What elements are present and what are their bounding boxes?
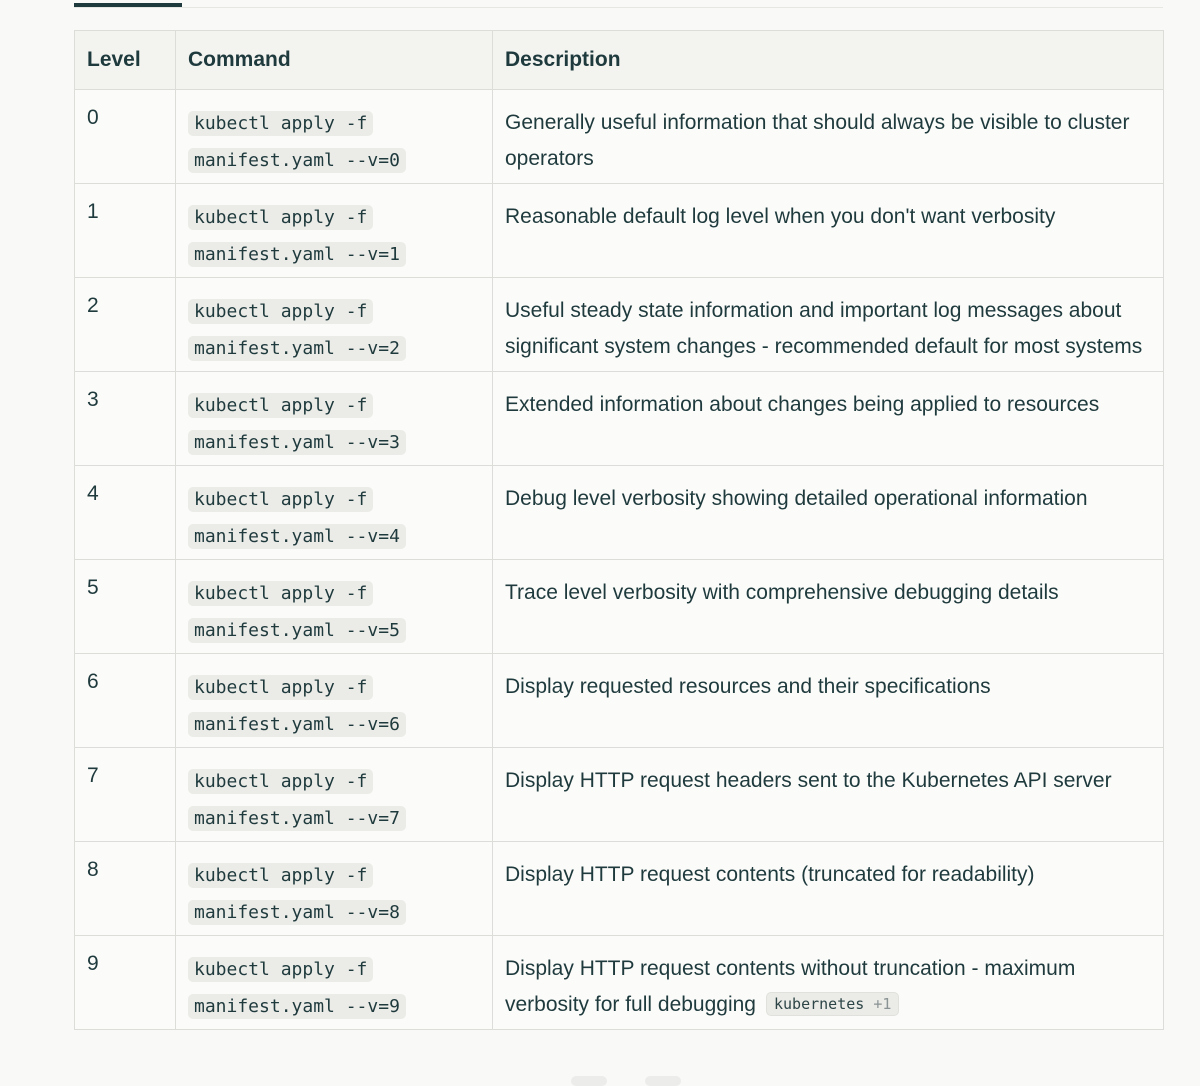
table-row [75, 466, 1164, 560]
table-row [75, 936, 1164, 1030]
verbosity-levels-table [74, 30, 1164, 1030]
command-line-1: kubectl apply -f [194, 583, 368, 604]
level-cell: 9 [75, 936, 176, 1030]
command-cell [176, 654, 493, 748]
level-cell: 7 [75, 748, 176, 842]
command-line-2: manifest.yaml --v=1 [194, 244, 400, 265]
command-code [188, 675, 406, 737]
command-code [188, 863, 406, 925]
description-cell: Trace level verbosity with comprehensive debugging details [493, 560, 1164, 654]
description-cell: Debug level verbosity showing detailed operational information [493, 466, 1164, 560]
command-line-1: kubectl apply -f [194, 113, 368, 134]
command-line-1: kubectl apply -f [194, 395, 368, 416]
table-row [75, 90, 1164, 184]
command-line-1: kubectl apply -f [194, 489, 368, 510]
command-line-2: manifest.yaml --v=7 [194, 808, 400, 829]
level-cell: 0 [75, 90, 176, 184]
description-cell: Extended information about changes being applied to resources [493, 372, 1164, 466]
command-line-1: kubectl apply -f [194, 771, 368, 792]
command-line-2: manifest.yaml --v=5 [194, 620, 400, 641]
command-line-2: manifest.yaml --v=3 [194, 432, 400, 453]
description-cell: Useful steady state information and important log messages about significant system changes - recommended default for most systems [493, 278, 1164, 372]
command-cell [176, 278, 493, 372]
command-code [188, 111, 406, 173]
command-cell [176, 90, 493, 184]
level-cell: 6 [75, 654, 176, 748]
table-row [75, 184, 1164, 278]
command-code [188, 487, 406, 549]
description-cell [493, 936, 1164, 1030]
command-cell [176, 842, 493, 936]
command-cell [176, 184, 493, 278]
level-cell: 5 [75, 560, 176, 654]
column-header-description: Description [493, 31, 1164, 90]
command-code [188, 957, 406, 1019]
command-line-1: kubectl apply -f [194, 959, 368, 980]
command-code [188, 205, 406, 267]
command-line-2: manifest.yaml --v=0 [194, 150, 400, 171]
command-line-2: manifest.yaml --v=9 [194, 996, 400, 1017]
command-cell [176, 748, 493, 842]
level-cell: 1 [75, 184, 176, 278]
description-cell: Display HTTP request headers sent to the Kubernetes API server [493, 748, 1164, 842]
table-row [75, 654, 1164, 748]
command-line-1: kubectl apply -f [194, 207, 368, 228]
command-cell [176, 372, 493, 466]
source-tag-button[interactable] [766, 992, 899, 1016]
level-cell: 8 [75, 842, 176, 936]
table-row [75, 372, 1164, 466]
source-tag-extra-count: +1 [873, 995, 892, 1013]
table-row [75, 278, 1164, 372]
command-cell [176, 466, 493, 560]
pagination-control-right[interactable] [645, 1076, 681, 1086]
command-line-2: manifest.yaml --v=6 [194, 714, 400, 735]
description-cell: Reasonable default log level when you don't want verbosity [493, 184, 1164, 278]
description-cell: Generally useful information that should always be visible to cluster operators [493, 90, 1164, 184]
command-line-2: manifest.yaml --v=8 [194, 902, 400, 923]
level-cell: 4 [75, 466, 176, 560]
command-line-2: manifest.yaml --v=4 [194, 526, 400, 547]
table-row [75, 748, 1164, 842]
command-code [188, 393, 406, 455]
command-cell [176, 560, 493, 654]
command-code [188, 769, 406, 831]
description-cell: Display requested resources and their specifications [493, 654, 1164, 748]
table-row [75, 842, 1164, 936]
column-header-command: Command [176, 31, 493, 90]
table-row [75, 560, 1164, 654]
active-tab-indicator[interactable] [74, 3, 182, 7]
column-header-level: Level [75, 31, 176, 90]
table-header-row [75, 31, 1164, 90]
command-line-1: kubectl apply -f [194, 677, 368, 698]
command-code [188, 299, 406, 361]
command-line-1: kubectl apply -f [194, 301, 368, 322]
source-tag-label: kubernetes [774, 995, 865, 1013]
command-code [188, 581, 406, 643]
pagination-control-left[interactable] [571, 1076, 607, 1086]
level-cell: 3 [75, 372, 176, 466]
description-cell: Display HTTP request contents (truncated for readability) [493, 842, 1164, 936]
tab-bar [74, 0, 1163, 8]
level-cell: 2 [75, 278, 176, 372]
command-line-2: manifest.yaml --v=2 [194, 338, 400, 359]
command-line-1: kubectl apply -f [194, 865, 368, 886]
command-cell [176, 936, 493, 1030]
description-text: Display HTTP request contents without truncation - maximum verbosity for full debugging [505, 957, 1076, 1016]
